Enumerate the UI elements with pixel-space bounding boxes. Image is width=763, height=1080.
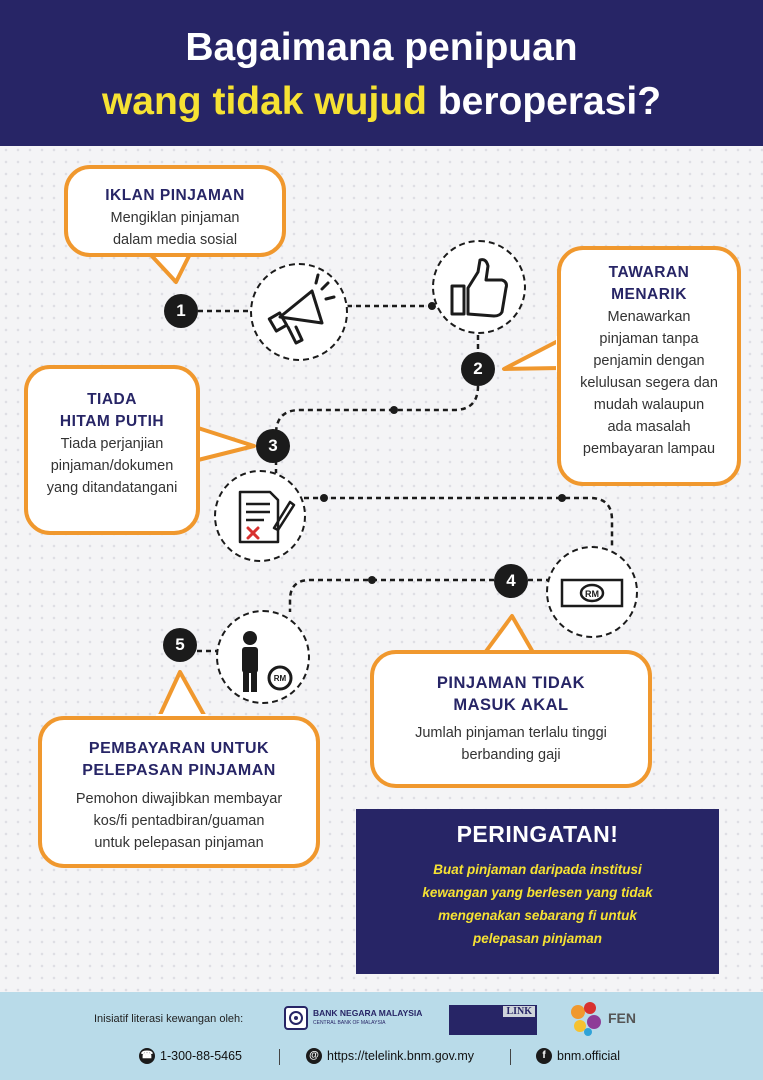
step2-desc-line6: ada masalah <box>607 419 691 435</box>
step5-title-line1: PEMBAYARAN UNTUK <box>88 740 270 757</box>
step4-title-line1: PINJAMAN TIDAK <box>436 674 586 692</box>
step-number-2: 2 <box>461 352 495 386</box>
title-rest: beroperasi? <box>426 80 662 123</box>
bubble-pinjaman-tidak-masuk-akal <box>370 650 652 788</box>
facebook-icon: f <box>536 1048 552 1064</box>
warning-line1: Buat pinjaman daripada institusi <box>433 862 642 877</box>
website-link[interactable]: https://telelink.bnm.gov.my <box>327 1049 475 1063</box>
fen-logo-text: FEN <box>608 1010 636 1026</box>
fen-logo-mark <box>566 998 606 1038</box>
thumbs-up-icon <box>432 240 526 334</box>
step1-desc-line1: Mengiklan pinjaman <box>110 210 240 226</box>
footer <box>0 992 763 1080</box>
bubble-pembayaran-pelepasan <box>38 716 320 868</box>
warning-line2: kewangan yang berlesen yang tidak <box>422 885 653 900</box>
step3-desc-line3: yang ditandatangani <box>46 480 178 496</box>
step2-desc-line5: mudah walaupun <box>593 397 705 413</box>
step2-desc-line3: penjamin dengan <box>593 353 705 369</box>
step5-desc-line3: untuk pelepasan pinjaman <box>94 835 264 851</box>
step2-desc-line7: pembayaran lampau <box>582 441 716 457</box>
step2-title-line1: TAWARAN <box>608 264 690 281</box>
step2-title-line2: MENARIK <box>611 286 687 303</box>
step1-desc-line2: dalam media sosial <box>112 232 238 248</box>
banknote-icon <box>546 546 638 638</box>
warning-body <box>394 858 681 950</box>
step-number-1: 1 <box>164 294 198 328</box>
step2-desc-line4: kelulusan segera dan <box>580 375 718 391</box>
document-icon <box>214 470 306 562</box>
bubble-tawaran-menarik <box>557 246 741 486</box>
megaphone-icon <box>250 263 348 361</box>
step1-title: IKLAN PINJAMAN <box>105 187 245 204</box>
footer-separator <box>510 1049 511 1065</box>
phone-icon: ☎ <box>139 1048 155 1064</box>
facebook-link[interactable]: bnm.official <box>557 1049 620 1063</box>
banknote-rm-text: RM <box>585 589 599 599</box>
step3-title-line2: HITAM PUTIH <box>59 413 165 430</box>
initiative-label: Inisiatif literasi kewangan oleh: <box>94 1013 244 1025</box>
step5-desc-line2: kos/fi pentadbiran/guaman <box>93 813 265 829</box>
step5-title-line2: PELEPASAN PINJAMAN <box>82 762 276 779</box>
bnm-subname: CENTRAL BANK OF MALAYSIA <box>313 1020 386 1026</box>
phone-number[interactable]: 1-300-88-5465 <box>160 1049 243 1063</box>
step3-desc-line2: pinjaman/dokumen <box>50 458 174 474</box>
step-number-5: 5 <box>163 628 197 662</box>
step-number-3: 3 <box>256 429 290 463</box>
title-highlight: wang tidak wujud <box>101 80 427 123</box>
bnm-logo <box>284 1006 308 1030</box>
warning-box <box>356 809 719 974</box>
coin-rm-text: RM <box>273 674 287 683</box>
bubble-tiada-hitam-putih <box>24 365 200 535</box>
step5-desc-line1: Pemohon diwajibkan membayar <box>75 791 283 807</box>
step3-title-line1: TIADA <box>87 391 137 408</box>
page-title-line1: Bagaimana penipuan <box>185 26 578 69</box>
step2-desc-line1: Menawarkan <box>607 309 691 325</box>
warning-title: PERINGATAN! <box>456 821 619 847</box>
warning-line4: pelepasan pinjaman <box>472 931 603 946</box>
link-logo <box>449 1005 537 1035</box>
bnm-name: BANK NEGARA MALAYSIA <box>313 1008 423 1018</box>
bubble-iklan-pinjaman <box>64 165 286 257</box>
step4-desc-line1: Jumlah pinjaman terlalu tinggi <box>415 725 607 741</box>
step2-desc-line2: pinjaman tanpa <box>599 331 699 347</box>
step-number-4: 4 <box>494 564 528 598</box>
step4-title-line2: MASUK AKAL <box>453 696 569 714</box>
person-coin-icon <box>216 610 310 704</box>
web-icon: @ <box>306 1048 322 1064</box>
link-logo-text: LINK <box>503 1006 535 1017</box>
step4-desc-line2: berbanding gaji <box>461 747 561 763</box>
footer-separator <box>279 1049 280 1065</box>
step3-desc-line1: Tiada perjanjian <box>60 436 164 452</box>
warning-line3: mengenakan sebarang fi untuk <box>438 908 637 923</box>
